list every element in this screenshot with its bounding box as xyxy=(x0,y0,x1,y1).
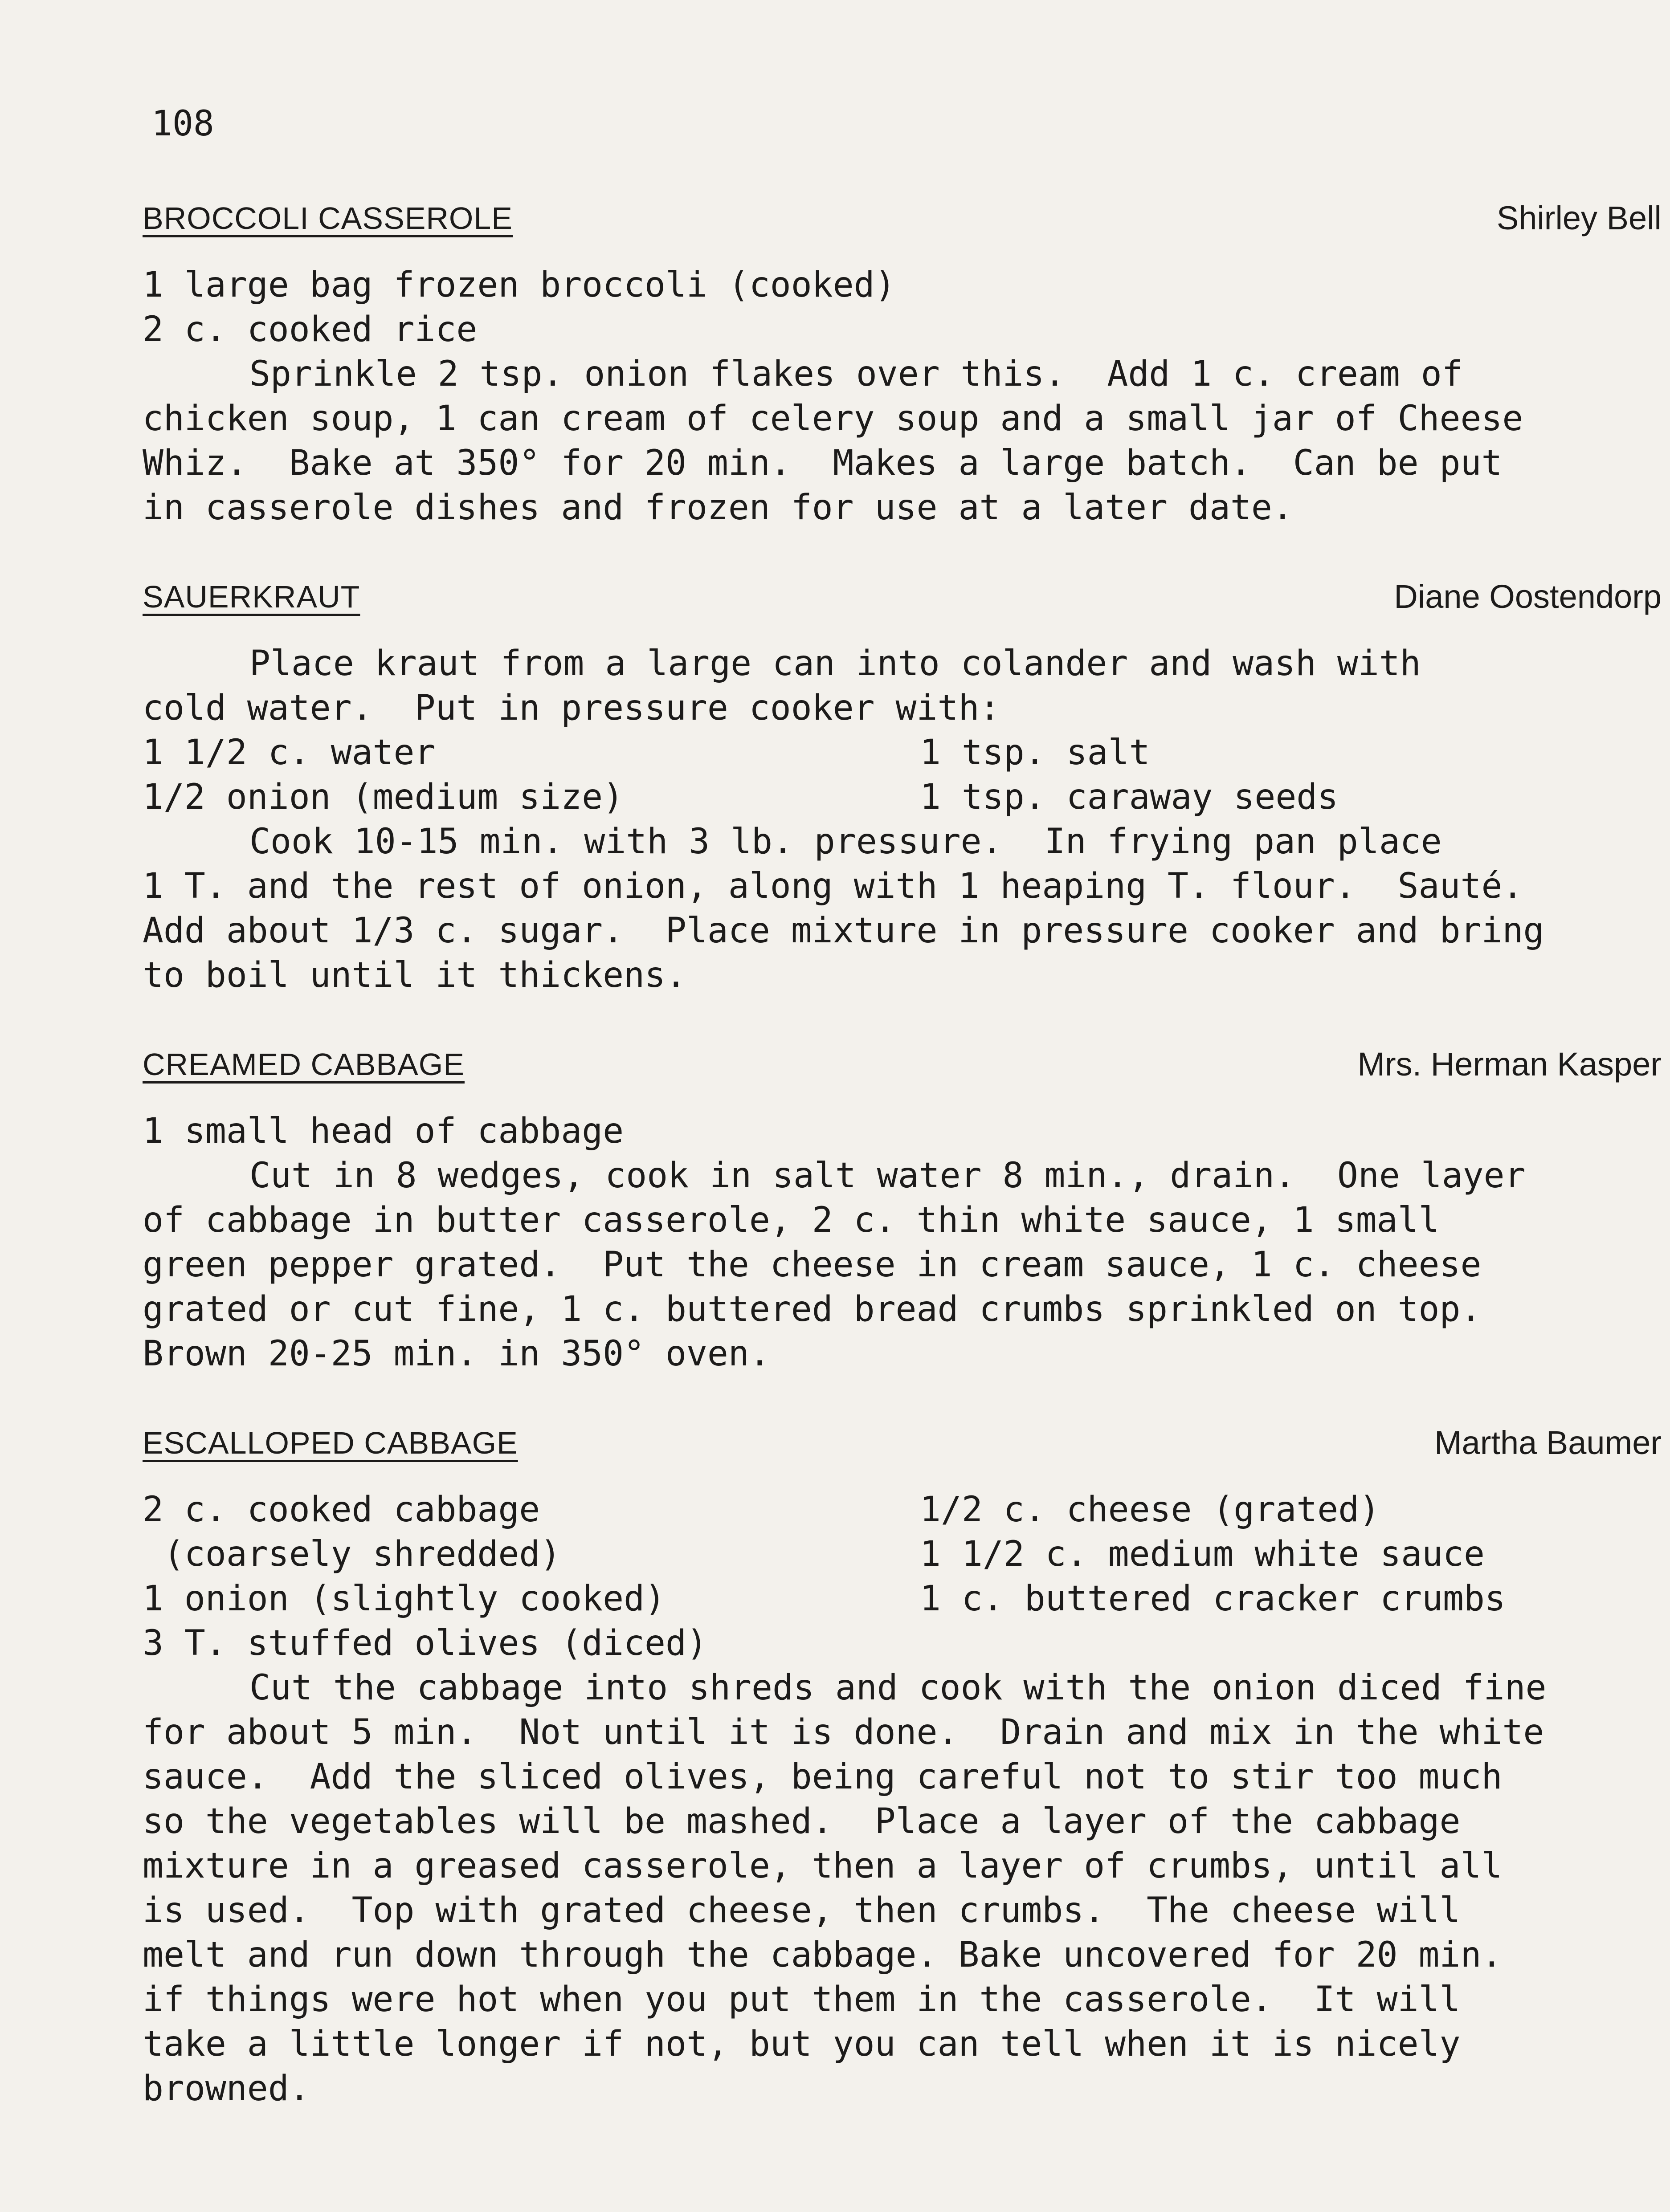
recipe-line: so the vegetables will be mashed. Place a layer of the cabbage xyxy=(143,1801,1461,1841)
recipe-line: in casserole dishes and frozen for use at a later date. xyxy=(143,488,1293,528)
recipe-line: 1 large bag frozen broccoli (cooked) xyxy=(143,265,896,305)
recipe-line: browned. xyxy=(143,2069,310,2109)
recipe-line: to boil until it thickens. xyxy=(143,955,686,995)
recipe-line: chicken soup, 1 can cream of celery soup and a small jar of Cheese xyxy=(143,399,1523,439)
recipe-line: Cut in 8 wedges, cook in salt water 8 min., drain. One layer xyxy=(249,1156,1526,1196)
ingredient-left: 2 c. cooked cabbage xyxy=(143,1490,540,1530)
recipe-line: 3 T. stuffed olives (diced) xyxy=(143,1623,707,1663)
recipe-header-creamed-cabbage xyxy=(143,1042,1662,1087)
recipe-line: if things were hot when you put them in the casserole. It will xyxy=(143,1980,1461,2020)
recipe-author: Shirley Bell xyxy=(1496,200,1662,236)
recipe-line: for about 5 min. Not until it is done. Drain and mix in the white xyxy=(143,1712,1544,1752)
recipe-line: mixture in a greased casserole, then a layer of crumbs, until all xyxy=(143,1846,1503,1886)
recipe-line: cold water. Put in pressure cooker with: xyxy=(143,688,1000,728)
recipe-author: Mrs. Herman Kasper xyxy=(1357,1046,1662,1083)
recipe-line: Cut the cabbage into shreds and cook with the onion diced fine xyxy=(249,1668,1547,1708)
recipe-title: ESCALLOPED CABBAGE xyxy=(143,1426,518,1460)
recipe-title: CREAMED CABBAGE xyxy=(143,1047,465,1082)
recipe-line: 1 small head of cabbage xyxy=(143,1111,624,1151)
recipe-line: Add about 1/3 c. sugar. Place mixture in pressure cooker and bring xyxy=(143,911,1544,951)
ingredient-left: 1 1/2 c. water xyxy=(143,733,436,773)
recipe-line: grated or cut fine, 1 c. buttered bread crumbs sprinkled on top. xyxy=(143,1289,1482,1329)
ingredient-left: (coarsely shredded) xyxy=(143,1534,561,1574)
recipe-line: Sprinkle 2 tsp. onion flakes over this. Add 1 c. cream of xyxy=(249,354,1463,394)
recipe-line: melt and run down through the cabbage. Bake uncovered for 20 min. xyxy=(143,1935,1503,1975)
recipe-title: SAUERKRAUT xyxy=(143,579,360,614)
ingredient-right: 1/2 c. cheese (grated) xyxy=(920,1490,1380,1530)
recipe-author: Diane Oostendorp xyxy=(1394,578,1662,615)
recipe-line: green pepper grated. Put the cheese in cream sauce, 1 c. cheese xyxy=(143,1245,1482,1285)
recipe-line: Whiz. Bake at 350° for 20 min. Makes a large batch. Can be put xyxy=(143,443,1503,483)
recipe-header-broccoli-casserole xyxy=(143,196,1662,240)
recipe-line: Place kraut from a large can into colander and wash with xyxy=(249,644,1421,684)
page-number: 108 xyxy=(151,104,214,144)
recipe-line: sauce. Add the sliced olives, being careful not to stir too much xyxy=(143,1757,1503,1797)
recipe-author: Martha Baumer xyxy=(1434,1424,1662,1461)
recipe-title: BROCCOLI CASSEROLE xyxy=(143,201,513,236)
ingredient-right: 1 tsp. caraway seeds xyxy=(920,777,1339,817)
recipe-header-sauerkraut xyxy=(143,574,1662,619)
ingredient-right: 1 tsp. salt xyxy=(920,733,1150,773)
ingredient-right: 1 1/2 c. medium white sauce xyxy=(920,1534,1485,1574)
recipe-header-escalloped-cabbage xyxy=(143,1421,1662,1465)
recipe-line: of cabbage in butter casserole, 2 c. thin white sauce, 1 small xyxy=(143,1200,1440,1240)
ingredient-left: 1/2 onion (medium size) xyxy=(143,777,624,817)
ingredient-right: 1 c. buttered cracker crumbs xyxy=(920,1579,1506,1619)
recipe-line: 1 T. and the rest of onion, along with 1 heaping T. flour. Sauté. xyxy=(143,866,1523,906)
recipe-line: Brown 20-25 min. in 350° oven. xyxy=(143,1334,770,1374)
recipe-line: Cook 10-15 min. with 3 lb. pressure. In frying pan place xyxy=(249,822,1442,862)
recipe-line: 2 c. cooked rice xyxy=(143,310,478,350)
recipe-line: is used. Top with grated cheese, then crumbs. The cheese will xyxy=(143,1890,1461,1931)
ingredient-left: 1 onion (slightly cooked) xyxy=(143,1579,666,1619)
recipe-line: take a little longer if not, but you can tell when it is nicely xyxy=(143,2024,1461,2064)
